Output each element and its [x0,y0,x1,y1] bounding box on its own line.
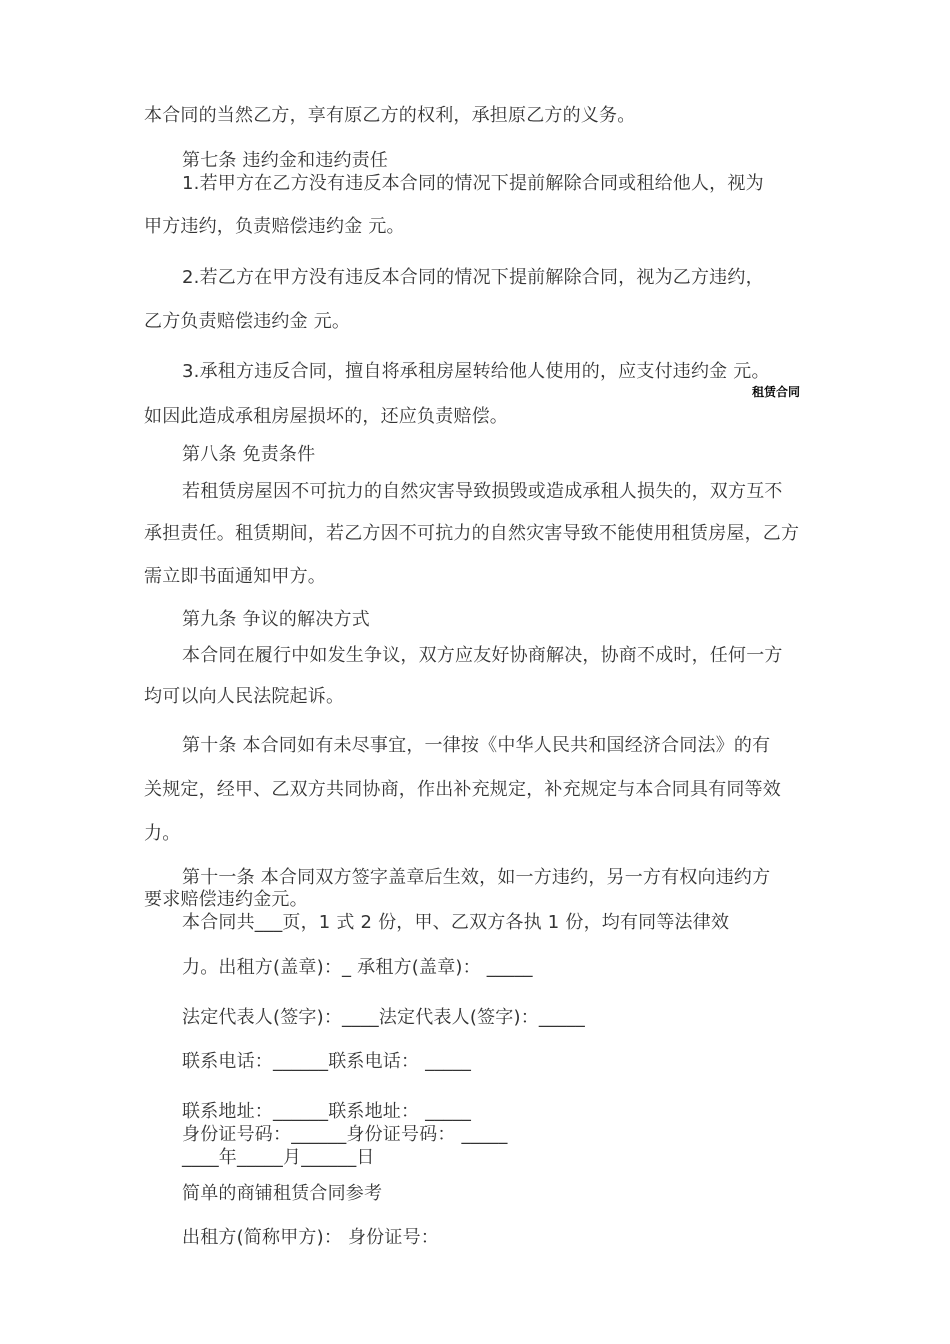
text-line: 如因此造成承租房屋损坏的，还应负责赔偿。 [144,406,508,427]
date-line: ____年_____月______日 [182,1147,375,1168]
text-line: 均可以向人民法院起诉。 [144,686,345,707]
text-line: 第十条 本合同如有未尽事宜，一律按《中华人民共和国经济合同法》的有 [182,735,771,756]
text-line: 本合同共___页，1 式 2 份，甲、乙双方各执 1 份，均有同等法律效 [182,912,730,933]
signature-line: 力。出租方(盖章)：_ 承租方(盖章)： _____ [182,957,533,978]
section-heading: 第八条 免责条件 [182,444,316,465]
text-line: 本合同的当然乙方，享有原乙方的权利，承担原乙方的义务。 [144,105,636,126]
text-line: 本合同在履行中如发生争议，双方应友好协商解决，协商不成时，任何一方 [182,645,783,666]
text-line: 力。 [144,823,181,844]
text-line: 第十一条 本合同双方签字盖章后生效，如一方违约，另一方有权向违约方 [182,867,771,888]
signature-line: 联系地址：______联系地址： _____ [182,1101,472,1122]
signature-line: 法定代表人(签字)：____法定代表人(签字)：_____ [182,1007,585,1028]
signature-line: 身份证号码：______身份证号码： _____ [182,1124,508,1145]
section-heading: 简单的商铺租赁合同参考 [182,1183,383,1204]
text-line: 乙方负责赔偿违约金 元。 [144,311,351,332]
text-line: 若租赁房屋因不可抗力的自然灾害导致损毁或造成承租人损失的，双方互不 [182,481,783,502]
text-line: 3.承租方违反合同，擅自将承租房屋转给他人使用的，应支付违约金 元。 [182,361,770,382]
text-line: 出租方(简称甲方)： 身份证号： [182,1227,439,1248]
signature-line: 联系电话：______联系电话： _____ [182,1051,472,1072]
text-line: 承担责任。租赁期间，若乙方因不可抗力的自然灾害导致不能使用租赁房屋，乙方 [144,523,800,544]
section-heading: 第七条 违约金和违约责任 [182,150,389,171]
text-line: 需立即书面通知甲方。 [144,566,326,587]
text-line: 甲方违约，负责赔偿违约金 元。 [144,216,405,237]
header-mark: 租赁合同 [752,385,801,399]
text-line: 2.若乙方在甲方没有违反本合同的情况下提前解除合同，视为乙方违约， [182,267,764,288]
text-line: 1.若甲方在乙方没有违反本合同的情况下提前解除合同或租给他人，视为 [182,173,764,194]
text-line: 关规定，经甲、乙双方共同协商，作出补充规定，补充规定与本合同具有同等效 [144,779,781,800]
section-heading: 第九条 争议的解决方式 [182,609,370,630]
text-line: 要求赔偿违约金元。 [144,889,308,910]
